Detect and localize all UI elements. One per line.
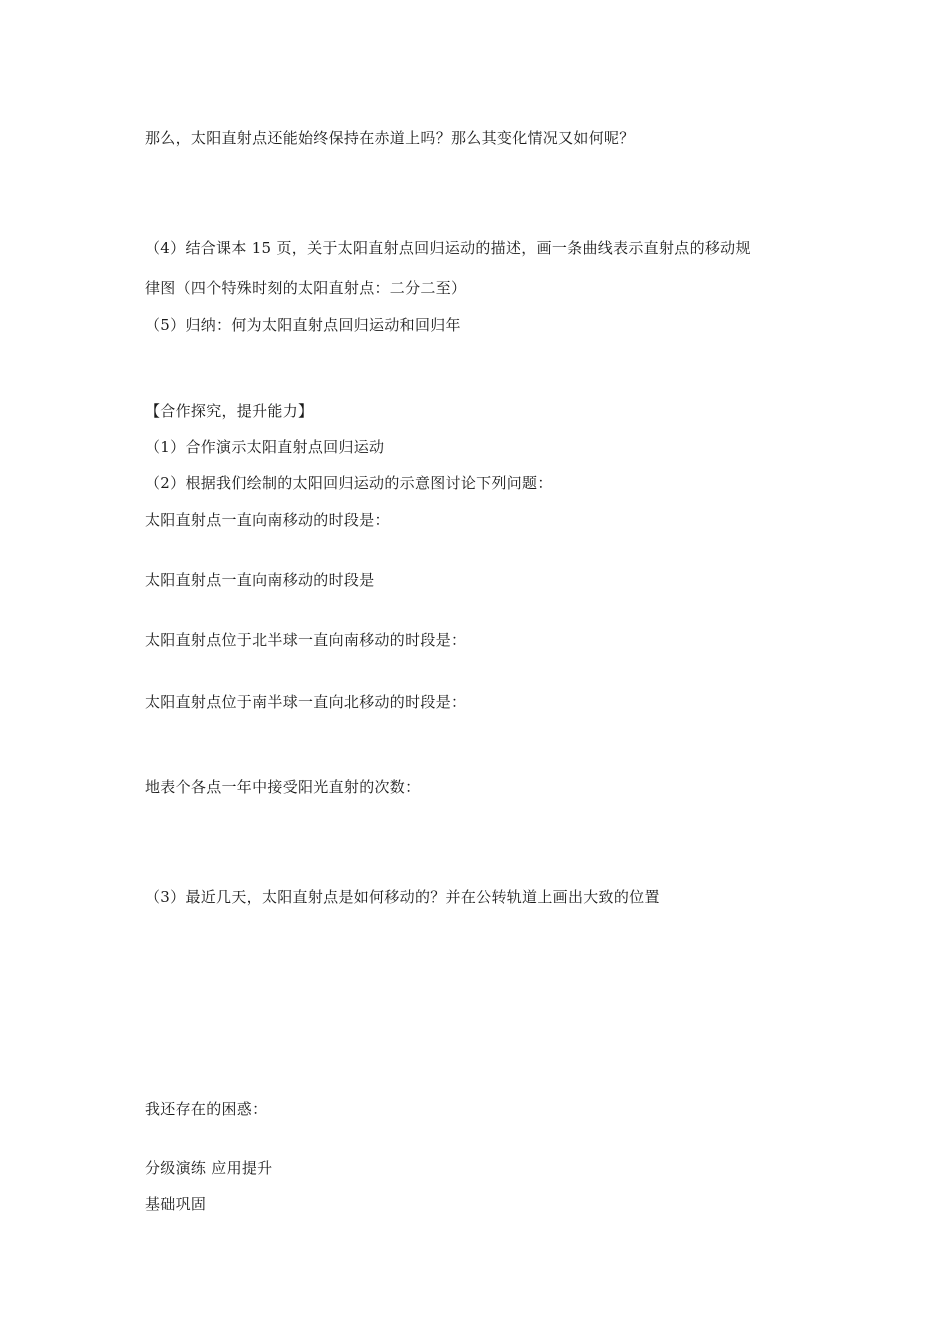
coop-task-3: （3）最近几天，太阳直射点是如何移动的？并在公转轨道上画出大致的位置: [145, 888, 660, 906]
task-4-line-2: 律图（四个特殊时刻的太阳直射点：二分二至）: [145, 279, 467, 297]
question-southern-hemisphere: 太阳直射点位于南半球一直向北移动的时段是：: [145, 693, 467, 711]
coop-task-1: （1）合作演示太阳直射点回归运动: [145, 438, 385, 456]
question-south-period-1: 太阳直射点一直向南移动的时段是：: [145, 511, 390, 529]
task-5: （5）归纳：何为太阳直射点回归运动和回归年: [145, 316, 461, 334]
section-heading-practice: 分级演练 应用提升: [145, 1159, 273, 1177]
remaining-doubts: 我还存在的困惑：: [145, 1100, 268, 1118]
question-northern-hemisphere: 太阳直射点位于北半球一直向南移动的时段是：: [145, 631, 467, 649]
intro-question: 那么，太阳直射点还能始终保持在赤道上吗？那么其变化情况又如何呢？: [145, 129, 635, 147]
section-heading-cooperative: 【合作探究，提升能力】: [145, 402, 314, 420]
section-heading-basics: 基础巩固: [145, 1195, 207, 1213]
question-direct-sunlight-count: 地表个各点一年中接受阳光直射的次数：: [145, 778, 421, 796]
task-4-line-1: （4）结合课本 15 页，关于太阳直射点回归运动的描述，画一条曲线表示直射点的移动规: [145, 239, 751, 257]
question-south-period-2: 太阳直射点一直向南移动的时段是: [145, 571, 375, 589]
coop-task-2: （2）根据我们绘制的太阳回归运动的示意图讨论下列问题：: [145, 474, 553, 492]
